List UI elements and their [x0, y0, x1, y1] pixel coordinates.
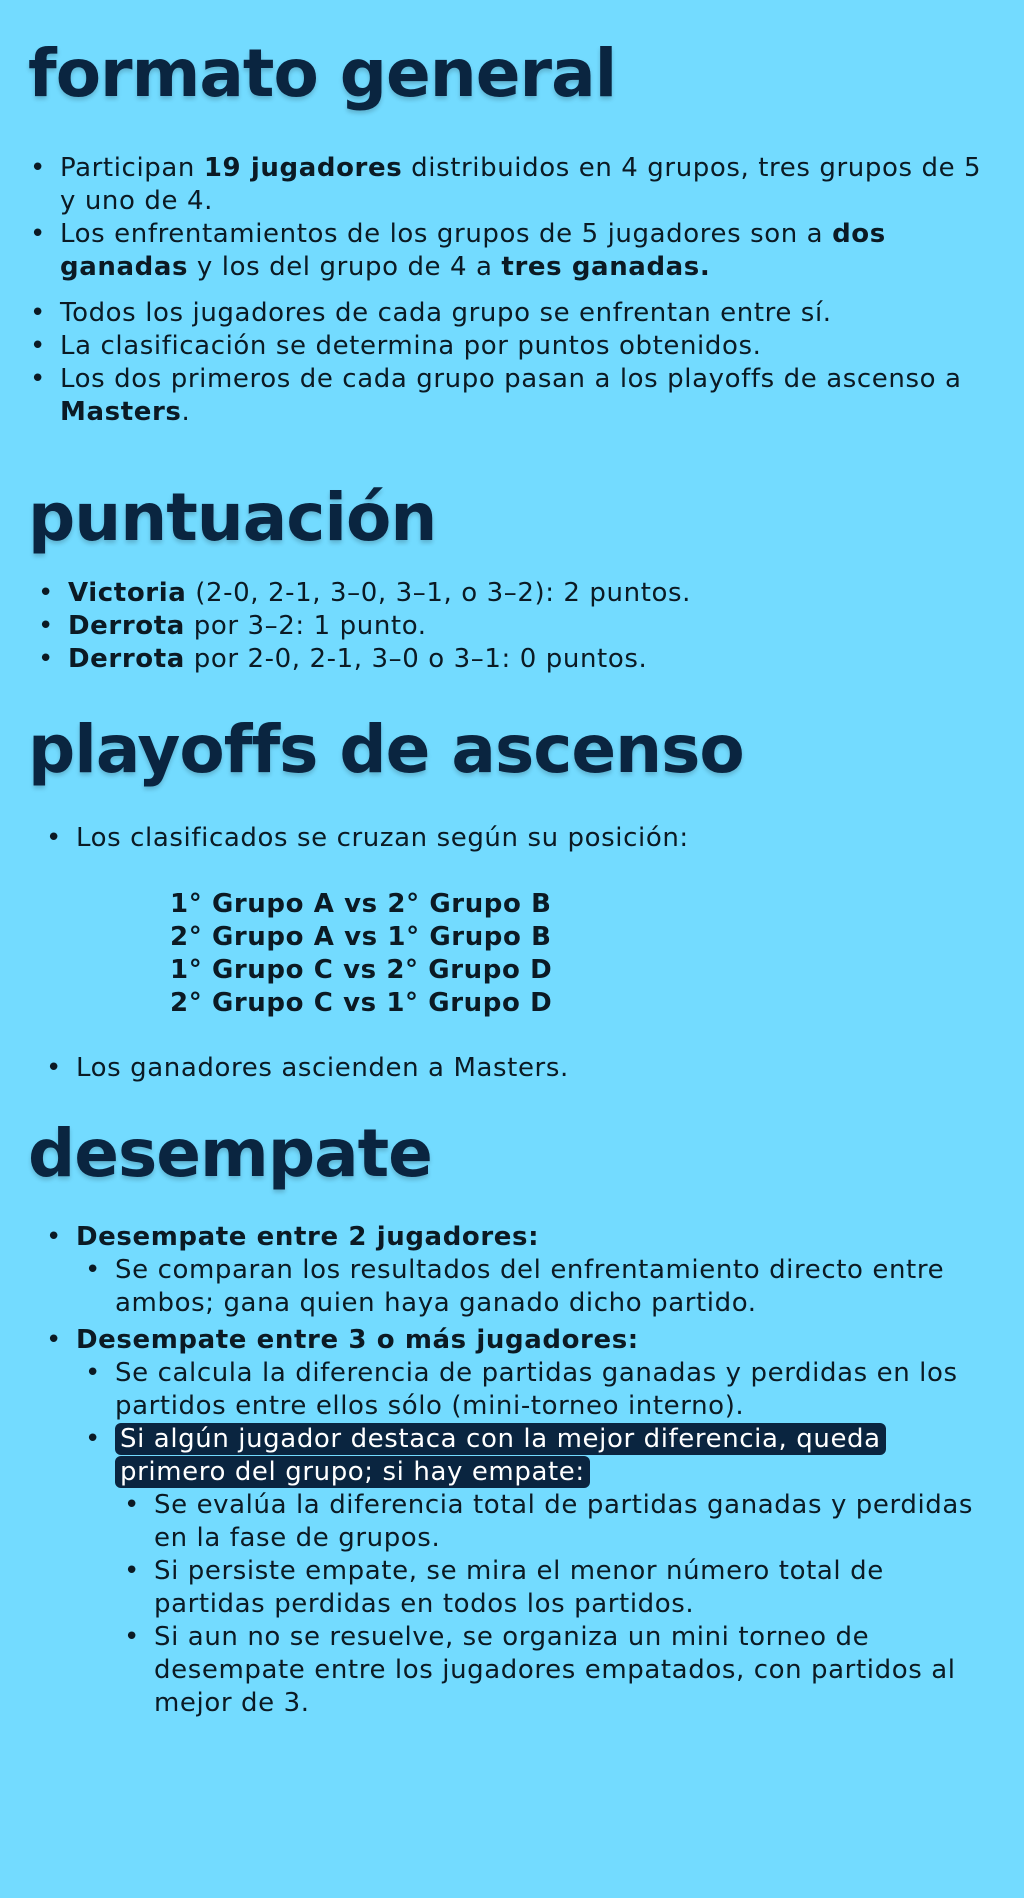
text: y los del grupo de 4 a — [188, 252, 502, 282]
list-item: • Los clasificados se cruzan según su posición: — [44, 822, 994, 855]
bold-text: 19 jugadores — [203, 153, 403, 183]
sub-list-item: • Si persiste empate, se mira el menor número total de partidas perdidas en todos los partidos. — [122, 1555, 984, 1621]
playoffs-pairings — [170, 888, 870, 1020]
list-item: • Todos los jugadores de cada grupo se enfrentan entre sí. — [28, 297, 998, 330]
list-item — [36, 643, 996, 676]
text: . — [181, 397, 191, 427]
section-title-puntuacion: puntuación — [28, 479, 437, 556]
pairing: 1° Grupo C vs 2° Grupo D — [170, 955, 553, 985]
nested-list-item — [83, 1423, 984, 1489]
text: Los dos primeros de cada grupo pasan a los playoffs de ascenso a — [60, 364, 962, 394]
puntuacion-list — [36, 577, 996, 676]
text: distribuidos en 4 grupos, tres grupos de 5 y uno de 4. — [60, 153, 982, 216]
bold-text: Victoria — [68, 578, 187, 608]
text: por 3–2: 1 punto. — [184, 611, 427, 641]
list-item: • La clasificación se determina por puntos obtenidos. — [28, 330, 998, 363]
list-item — [28, 363, 998, 429]
text: (2-0, 2-1, 3–0, 3–1, o 3–2): 2 puntos. — [186, 578, 692, 608]
formato-list — [28, 152, 998, 429]
text: Se comparan los resultados del enfrentamiento directo entre ambos; gana quien haya ganado dicho partido. — [115, 1255, 945, 1318]
list-item — [28, 218, 998, 284]
text: Participan — [60, 153, 204, 183]
section-title-playoffs: playoffs de ascenso — [28, 711, 744, 788]
playoffs-outro — [44, 1052, 994, 1085]
pairing: 2° Grupo A vs 1° Grupo B — [170, 922, 552, 952]
list-item — [36, 577, 996, 610]
bold-text: Masters — [60, 397, 182, 427]
list-item — [28, 152, 998, 218]
bold-text: Desempate entre 3 o más jugadores: — [76, 1325, 639, 1355]
sub-list-item: • Se evalúa la diferencia total de partidas ganadas y perdidas en la fase de grupos. — [122, 1489, 984, 1555]
bold-text: Derrota — [68, 644, 185, 674]
desempate-list — [44, 1221, 984, 1720]
text: Los enfrentamientos de los grupos de 5 jugadores son a — [60, 219, 833, 249]
list-item: • Los ganadores ascienden a Masters. — [44, 1052, 994, 1085]
section-title-formato: formato general — [28, 35, 617, 112]
nested-list-item — [83, 1254, 984, 1320]
bold-text: Desempate entre 2 jugadores: — [76, 1222, 540, 1252]
pairing: 1° Grupo A vs 2° Grupo B — [170, 889, 552, 919]
text: por 2-0, 2-1, 3–0 o 3–1: 0 puntos. — [184, 644, 648, 674]
pairing: 2° Grupo C vs 1° Grupo D — [170, 988, 553, 1018]
nested-list-item — [83, 1357, 984, 1423]
text: Se calcula la diferencia de partidas ganadas y perdidas en los partidos entre ellos sólo (mini-torneo interno). — [115, 1358, 958, 1421]
section-title-desempate: desempate — [28, 1115, 432, 1192]
list-item — [44, 1324, 984, 1357]
list-item — [36, 610, 996, 643]
bold-text: dos ganadas — [60, 219, 886, 282]
bold-text: Derrota — [68, 611, 185, 641]
playoffs-intro — [44, 822, 994, 855]
list-item — [44, 1221, 984, 1254]
bold-text: tres ganadas. — [501, 252, 711, 282]
sub-list-item: • Si aun no se resuelve, se organiza un mini torneo de desempate entre los jugadores empatados, con partidos al mejor de 3. — [122, 1621, 984, 1720]
highlighted-text: Si algún jugador destaca con la mejor diferencia, queda primero del grupo; si hay empate: — [115, 1423, 886, 1488]
